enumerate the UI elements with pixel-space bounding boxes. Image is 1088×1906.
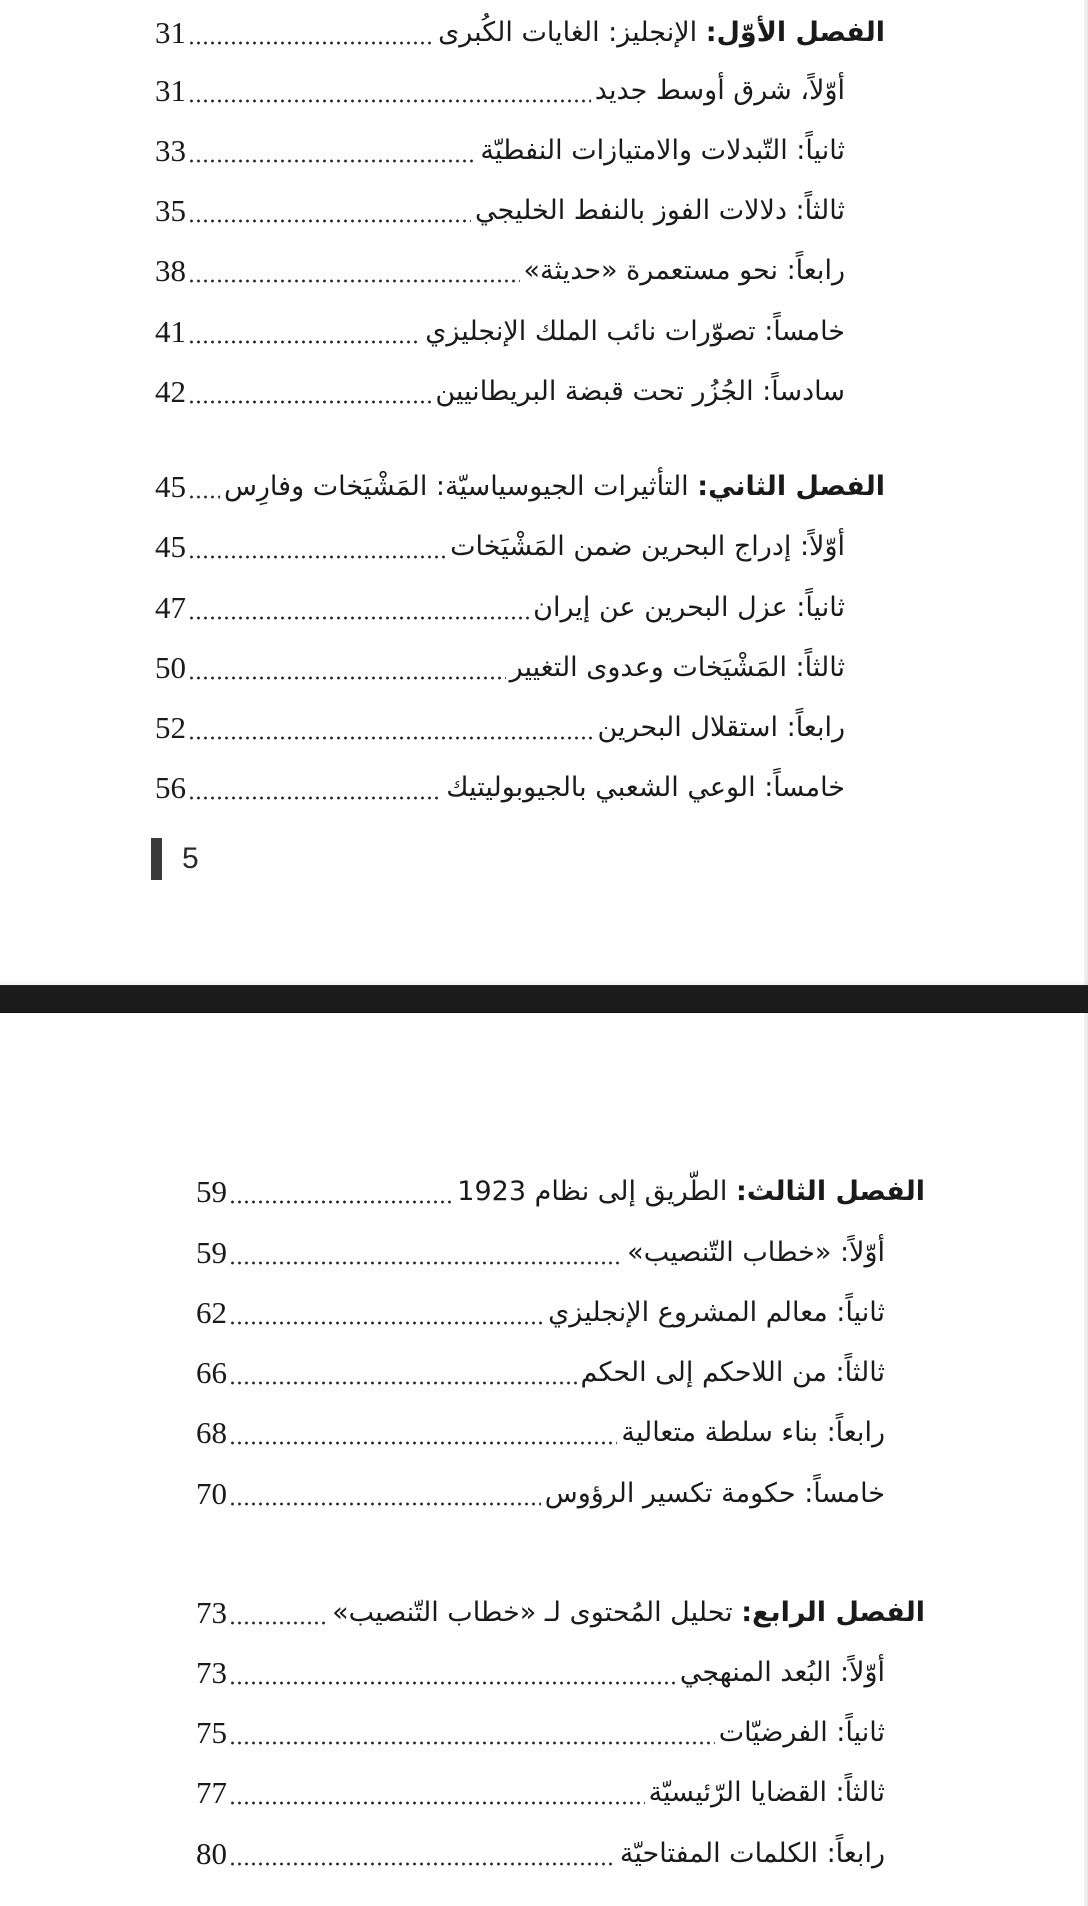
dot-leader (188, 9, 434, 57)
toc-section (196, 1409, 885, 1457)
toc-section (196, 1289, 885, 1337)
toc-section-title: ثالثاً: المَشْيَخات وعدوى التغيير (509, 652, 845, 683)
toc-section (155, 187, 845, 235)
toc-page-number: 45 (155, 529, 186, 564)
dot-leader (188, 704, 594, 752)
toc-section (196, 1769, 885, 1817)
toc-section (155, 308, 845, 356)
toc-page-number: 66 (196, 1355, 227, 1390)
toc-section (155, 704, 845, 752)
toc-page-number: 77 (196, 1775, 227, 1810)
dot-leader (229, 1709, 715, 1757)
page-number: 5 (182, 842, 199, 875)
toc-section (155, 247, 845, 295)
dot-leader (188, 368, 431, 416)
dot-leader (229, 1349, 577, 1397)
toc-page-number: 42 (155, 374, 186, 409)
toc-chapter-title (438, 9, 885, 57)
toc-page-number: 45 (155, 469, 186, 504)
toc-chapter-title (224, 463, 885, 511)
toc-section (155, 368, 845, 416)
toc-page-number: 50 (155, 650, 186, 685)
toc-section-title: رابعاً: بناء سلطة متعالية (621, 1417, 885, 1448)
toc-chapter-1 (155, 9, 885, 57)
toc-section-title: ثالثاً: القضايا الرّئيسيّة (648, 1777, 885, 1808)
toc-page-number: 73 (196, 1595, 227, 1630)
toc-page-number: 33 (155, 133, 186, 168)
book-page-toc-2 (0, 1013, 1088, 1906)
toc-section-title: ثانياً: الفرضيّات (718, 1717, 885, 1748)
page-number-marker (151, 838, 199, 880)
toc-section-title: ثانياً: معالم المشروع الإنجليزي (548, 1297, 885, 1328)
toc-section (155, 584, 845, 632)
toc-page-number: 35 (155, 193, 186, 228)
toc-chapter-title (332, 1589, 925, 1637)
toc-section (155, 67, 845, 115)
toc-chapter-title (457, 1168, 925, 1216)
toc-section (196, 1229, 885, 1277)
toc-section (196, 1349, 885, 1397)
toc-section (155, 523, 845, 571)
toc-page-number: 59 (196, 1174, 227, 1209)
page-edge-shadow (1084, 0, 1088, 985)
page-separator-bar (0, 985, 1088, 1013)
dot-leader (188, 584, 529, 632)
toc-page-number: 75 (196, 1715, 227, 1750)
dot-leader (229, 1830, 616, 1878)
toc-page-number: 31 (155, 73, 186, 108)
toc-section-title: خامساً: تصوّرات نائب الملك الإنجليزي (425, 316, 845, 347)
toc-section (196, 1709, 885, 1757)
toc-section-title: أوّلاً: «خطاب التّنصيب» (627, 1237, 885, 1268)
toc-section-title: رابعاً: الكلمات المفتاحيّة (619, 1838, 885, 1869)
toc-page-number: 59 (196, 1235, 227, 1270)
chapter-title-text: الإنجليز: الغايات الكُبرى (438, 17, 706, 48)
toc-chapter-3 (196, 1168, 925, 1216)
toc-section-title: أوّلاً: البُعد المنهجي (679, 1657, 885, 1688)
dot-leader (188, 463, 220, 511)
toc-page-number: 31 (155, 15, 186, 50)
toc-page-number: 73 (196, 1655, 227, 1690)
chapter-label: الفصل الثالث: (736, 1176, 925, 1207)
toc-section-title: ثانياً: عزل البحرين عن إيران (533, 592, 845, 623)
toc-section (196, 1830, 885, 1878)
chapter-title-text: الطّريق إلى نظام 1923 (457, 1176, 736, 1207)
toc-section (196, 1649, 885, 1697)
toc-page-number: 68 (196, 1415, 227, 1450)
dot-leader (188, 308, 421, 356)
chapter-title-text: التأثيرات الجيوسياسيّة: المَشْيَخات وفارِس (223, 471, 698, 502)
dot-leader (229, 1470, 541, 1518)
dot-leader (188, 127, 476, 175)
toc-section-title: خامساً: حكومة تكسير الرؤوس (544, 1478, 885, 1509)
chapter-label: الفصل الرابع: (741, 1597, 925, 1628)
chapter-label: الفصل الأوّل: (705, 17, 885, 48)
dot-leader (229, 1168, 453, 1216)
dot-leader (188, 644, 506, 692)
toc-section-title: أوّلاً، شرق أوسط جديد (594, 75, 845, 106)
dot-leader (229, 1649, 676, 1697)
toc-section (155, 764, 845, 812)
toc-section-title: رابعاً: نحو مستعمرة «حديثة» (523, 255, 845, 286)
toc-section-title: ثالثاً: من اللاحكم إلى الحكم (580, 1357, 885, 1388)
toc-page-number: 47 (155, 590, 186, 625)
toc-section-title: سادساً: الجُزُر تحت قبضة البريطانيين (435, 376, 845, 407)
toc-chapter-2 (155, 463, 885, 511)
toc-section-title: ثالثاً: دلالات الفوز بالنفط الخليجي (475, 195, 845, 226)
toc-page-number: 80 (196, 1836, 227, 1871)
dot-leader (229, 1589, 328, 1637)
toc-section (155, 644, 845, 692)
toc-page-number: 70 (196, 1476, 227, 1511)
dot-leader (188, 67, 591, 115)
dot-leader (188, 523, 446, 571)
dot-leader (188, 187, 471, 235)
toc-page-number: 38 (155, 253, 186, 288)
toc-section-title: أوّلاً: إدراج البحرين ضمن المَشْيَخات (450, 531, 845, 562)
toc-section-title: خامساً: الوعي الشعبي بالجيوبوليتيك (446, 772, 845, 803)
toc-page-number: 52 (155, 710, 186, 745)
toc-chapter-4 (196, 1589, 925, 1637)
dot-leader (188, 247, 520, 295)
toc-section (196, 1470, 885, 1518)
chapter-label: الفصل الثاني: (697, 471, 885, 502)
dot-leader (188, 764, 442, 812)
dot-leader (229, 1229, 623, 1277)
toc-section-title: ثانياً: التّبدلات والامتيازات النفطيّة (480, 135, 845, 166)
toc-page-number: 62 (196, 1295, 227, 1330)
toc-page-number: 56 (155, 770, 186, 805)
dot-leader (229, 1289, 544, 1337)
toc-section-title: رابعاً: استقلال البحرين (597, 712, 845, 743)
toc-page-number: 41 (155, 314, 186, 349)
chapter-title-text: تحليل المُحتوى لـ «خطاب التّنصيب» (332, 1597, 742, 1628)
toc-section (155, 127, 845, 175)
page-edge-shadow (1084, 1013, 1088, 1906)
dot-leader (229, 1769, 645, 1817)
page-marker-bar (151, 838, 162, 880)
dot-leader (229, 1409, 617, 1457)
